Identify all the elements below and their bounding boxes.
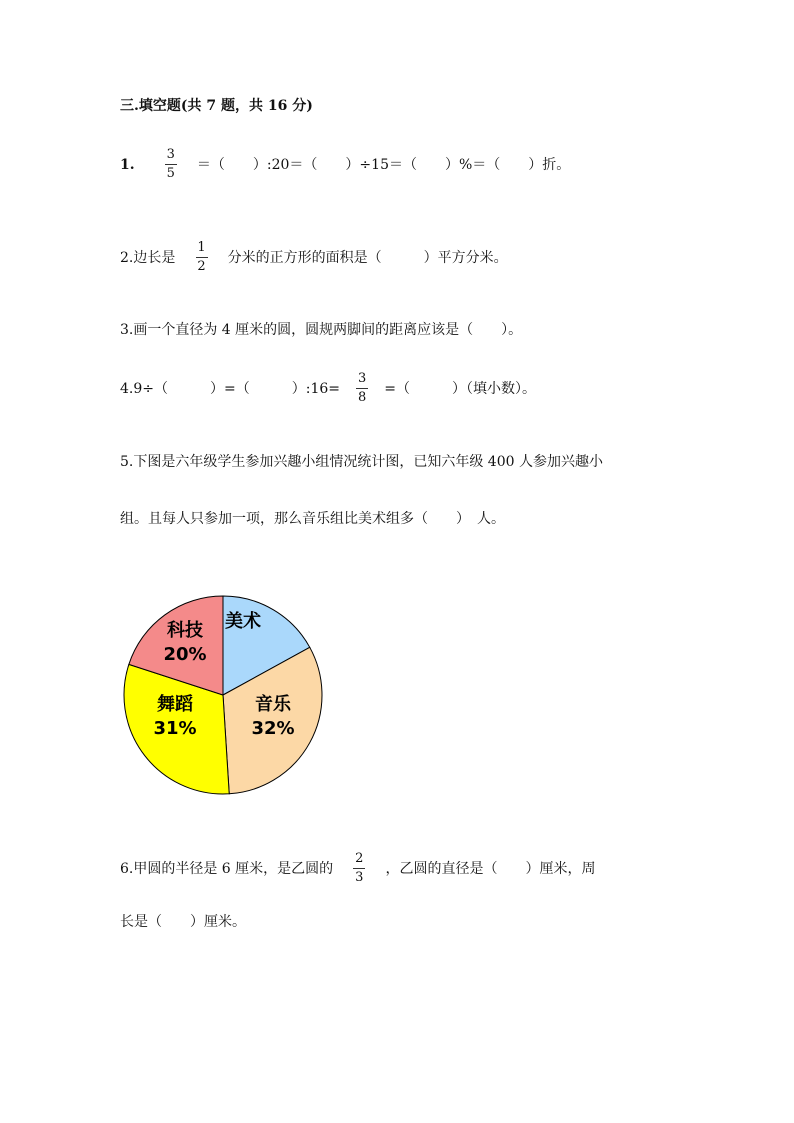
question-text: 5.下图是六年级学生参加兴趣小组情况统计图，已知六年级 400 人参加兴趣小 bbox=[120, 454, 603, 470]
question-5-line-1 bbox=[120, 452, 603, 472]
question-3 bbox=[120, 320, 522, 340]
question-text: 组。且每人只参加一项，那么音乐组比美术组多（ ） 人。 bbox=[120, 511, 505, 527]
fraction-denominator: 8 bbox=[358, 390, 367, 405]
fraction-denominator: 5 bbox=[166, 166, 175, 181]
question-1 bbox=[120, 148, 570, 181]
pie-label-tech: 科技 bbox=[167, 620, 203, 641]
question-4 bbox=[120, 372, 536, 405]
fraction-numerator: 1 bbox=[197, 240, 206, 255]
fraction bbox=[195, 241, 207, 274]
question-text: ＝（ ）:20＝（ ）÷15＝（ ）%＝（ ）折。 bbox=[196, 156, 571, 173]
fraction bbox=[165, 148, 177, 181]
question-text: 6.甲圆的半径是 6 厘米，是乙圆的 bbox=[120, 860, 334, 877]
question-text: =（ ）（填小数）。 bbox=[384, 380, 537, 397]
fraction-numerator: 2 bbox=[355, 851, 364, 866]
fraction-bar bbox=[165, 164, 177, 165]
question-text: 分米的正方形的面积是（ ）平方分米。 bbox=[227, 249, 508, 266]
fraction-denominator: 2 bbox=[197, 259, 206, 274]
fraction-numerator: 3 bbox=[358, 371, 367, 386]
question-2 bbox=[120, 241, 508, 274]
pie-value-music: 32% bbox=[251, 718, 295, 739]
fraction bbox=[353, 852, 365, 885]
question-text: 长是（ ）厘米。 bbox=[120, 914, 246, 930]
fraction-denominator: 3 bbox=[355, 870, 364, 885]
question-6-line-1 bbox=[120, 852, 595, 885]
pie-label-music: 音乐 bbox=[255, 694, 291, 715]
pie-value-tech: 20% bbox=[163, 644, 207, 665]
pie-label-dance: 舞蹈 bbox=[157, 694, 193, 715]
question-6-line-2 bbox=[120, 912, 246, 932]
question-text: 4.9÷（ ）=（ ）:16= bbox=[120, 380, 340, 397]
question-text: 3.画一个直径为 4 厘米的圆，圆规两脚间的距离应该是（ ）。 bbox=[120, 322, 523, 338]
question-text: 2.边长是 bbox=[120, 249, 176, 266]
fraction-numerator: 3 bbox=[166, 147, 175, 162]
question-number: 1. bbox=[120, 156, 135, 173]
question-5-line-2 bbox=[120, 509, 505, 529]
fraction bbox=[356, 372, 368, 405]
pie-chart bbox=[122, 594, 324, 796]
pie-value-dance: 31% bbox=[153, 718, 197, 739]
fraction-bar bbox=[196, 257, 208, 258]
question-text: ，乙圆的直径是（ ）厘米，周 bbox=[385, 860, 596, 877]
pie-label-art: 美术 bbox=[225, 611, 261, 632]
fraction-bar bbox=[356, 388, 368, 389]
fraction-bar bbox=[353, 868, 365, 869]
section-title: 三.填空题(共 7 题，共 16 分) bbox=[120, 98, 313, 114]
